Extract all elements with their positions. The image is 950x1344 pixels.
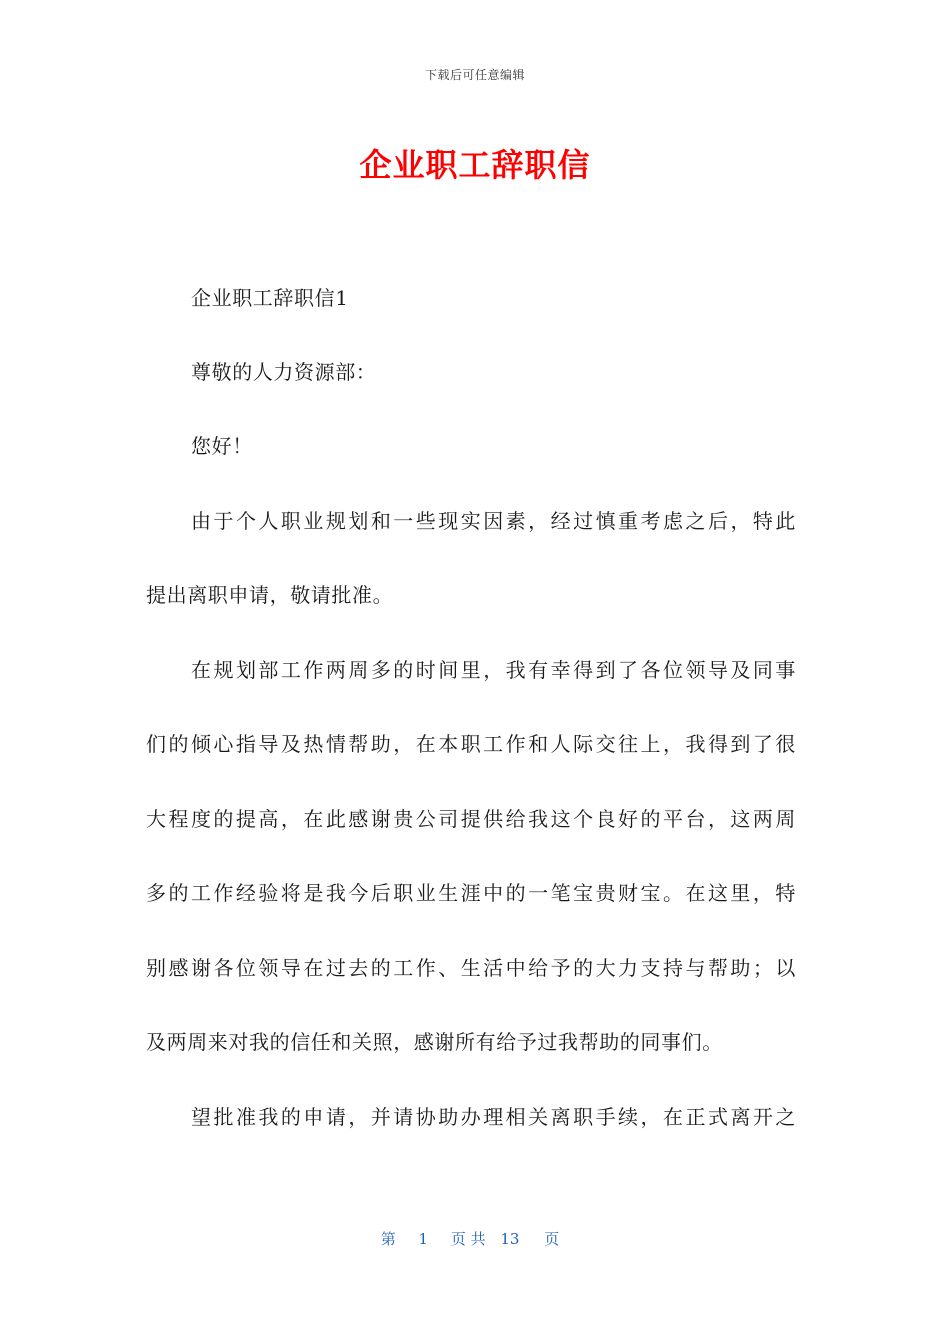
document-title: 企业职工辞职信 — [359, 146, 591, 184]
page-header-note: 下载后可任意编辑 — [424, 68, 525, 82]
letter-subtitle: 企业职工辞职信1 — [191, 286, 349, 310]
paragraph-line: 在规划部工作两周多的时间里，我有幸得到了各位领导及同事 — [191, 658, 796, 682]
paragraph-line: 由于个人职业规划和一些现实因素，经过慎重考虑之后，特此 — [191, 509, 796, 533]
page-number-footer — [0, 1228, 950, 1249]
footer-middle: 页 共 — [450, 1230, 486, 1248]
footer-total-pages: 13 — [500, 1230, 520, 1248]
paragraph-line: 大程度的提高，在此感谢贵公司提供给我这个良好的平台，这两周 — [146, 807, 796, 831]
paragraph-line: 别感谢各位领导在过去的工作、生活中给予的大力支持与帮助；以 — [146, 956, 796, 980]
footer-suffix: 页 — [544, 1230, 560, 1248]
paragraph-line: 及两周来对我的信任和关照，感谢所有给予过我帮助的同事们。 — [146, 1030, 723, 1054]
letter-salutation: 尊敬的人力资源部： — [191, 360, 377, 384]
footer-current-page: 1 — [418, 1230, 429, 1248]
paragraph-line: 望批准我的申请，并请协助办理相关离职手续，在正式离开之 — [191, 1105, 796, 1129]
footer-prefix: 第 — [380, 1230, 396, 1248]
letter-greeting: 您好！ — [191, 434, 253, 458]
paragraph-line: 多的工作经验将是我今后职业生涯中的一笔宝贵财宝。在这里，特 — [146, 881, 796, 905]
paragraph-line: 提出离职申请，敬请批准。 — [146, 583, 394, 607]
paragraph-line: 们的倾心指导及热情帮助，在本职工作和人际交往上，我得到了很 — [146, 732, 796, 756]
